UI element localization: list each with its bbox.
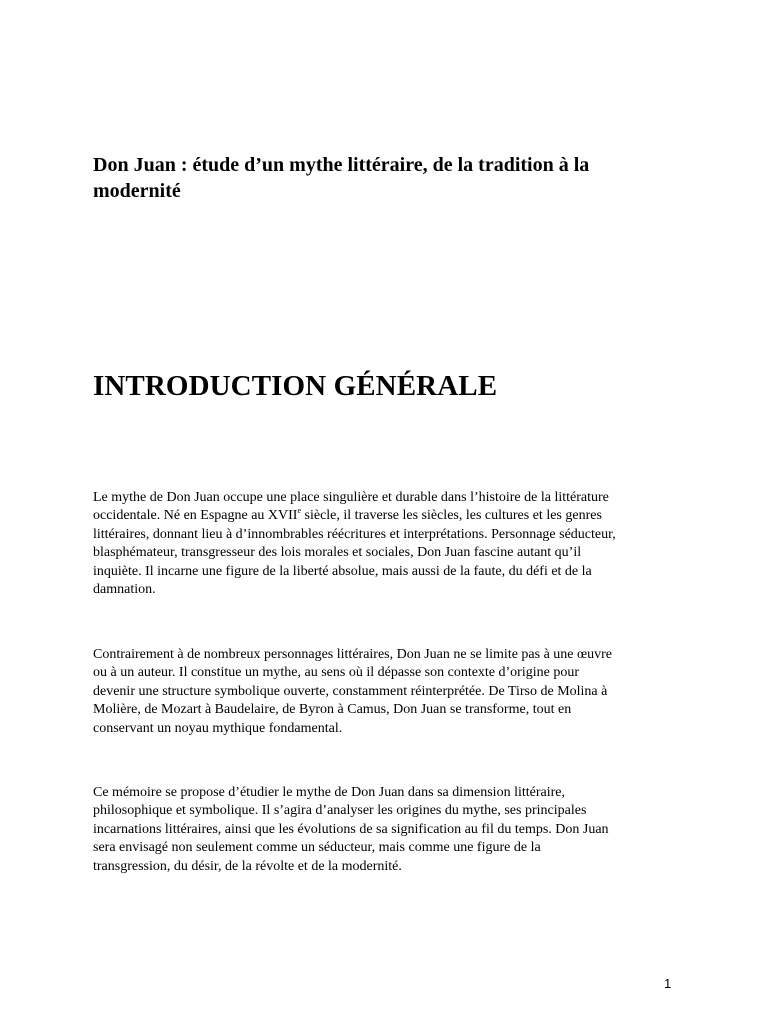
paragraph-1-text-end: siècle, il traverse les siècles, les cultures et les genres littéraires, donnant lieu à d’innombrables réécritures et interprétations. Personnage séducteur, blasphémateur, transgresseur des lois morales et sociales, Don Juan fascine autant qu’il inquiète. Il incarne une figure de la liberté absolue, mais aussi de la faute, du défi et de la damnation. [93, 508, 616, 598]
document-title: Don Juan : étude d’un mythe littéraire, de la tradition à la modernité [93, 154, 590, 202]
section-heading: INTRODUCTION GÉNÉRALE [93, 370, 498, 402]
paragraph-1 [93, 489, 713, 599]
paragraph-2: Contrairement à de nombreux personnages littéraires, Don Juan ne se limite pas à une œuvre ou à un auteur. Il constitue un mythe, au sens où il dépasse son contexte d’origine pour devenir une structure symbolique ouverte, constamment réinterprétée. De Tirso de Molina à Molière, de Mozart à Baudelaire, de Byron à Camus, Don Juan se transforme, tout en conservant un noyau mythique fondamental. [93, 647, 613, 736]
page-number: 1 [664, 976, 672, 991]
paragraph-3: Ce mémoire se propose d’étudier le mythe de Don Juan dans sa dimension littéraire, philosophique et symbolique. Il s’agira d’analyser les origines du mythe, ses principales incarnations littéraires, ainsi que les évolutions de sa signification au fil du temps. Don Juan sera envisagé non seulement comme un séducteur, mais comme une figure de la transgression, du désir, de la révolte et de la modernité. [93, 785, 609, 874]
paragraph-1-text-start: Le mythe de Don Juan occupe une place singulière et durable dans l’histoire de la littérature occidentale. Né en Espagne au XVII [93, 490, 609, 524]
century-superscript: e [297, 506, 302, 516]
